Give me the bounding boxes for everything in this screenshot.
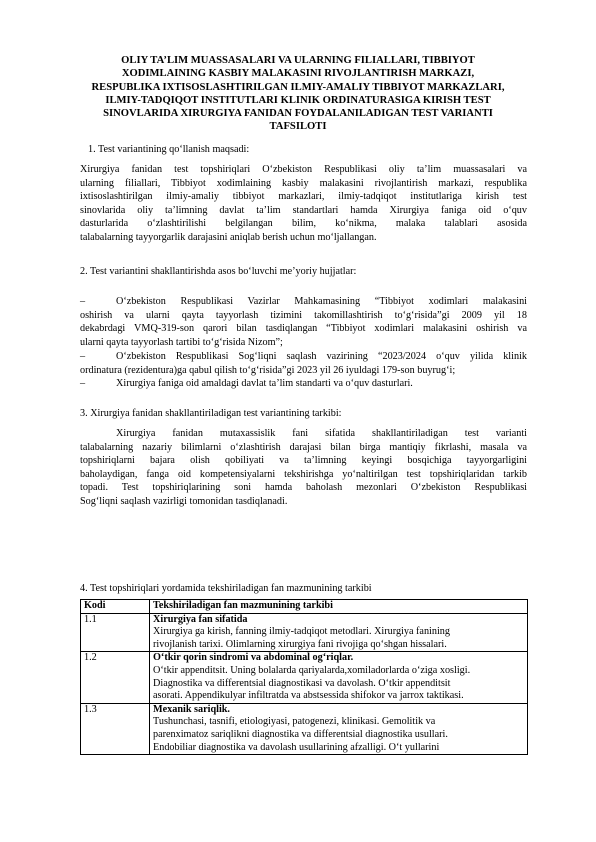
paragraph-line: Sog‘liqni saqlash vazirligi tomonidan tasdiqlanadi. [80, 495, 288, 507]
paragraph-line: Xirurgiya fanidan mutaxassislik fani sifatida shakllantiriladigan test varianti [116, 428, 527, 439]
list-line: ordinatura (rezidentura)ga qabul qilish to‘g‘risida”gi 2023 yil 26 iyuldagi 179-son buyrug‘i; [80, 364, 456, 376]
list-dash: – [80, 296, 86, 307]
row-text-line: Xirurgiya ga kirish, fanning ilmiy-tadqiqot metodlari. Xirurgiya fanining [153, 626, 450, 638]
row-content [150, 613, 528, 652]
row-title: Mexanik sariqlik. [153, 703, 230, 715]
list-line: dekabrdagi VMQ-319-son qarori bilan tasdiqlangan “Tibbiyot xodimlari malakasini oshirish va [80, 323, 527, 335]
table-row [81, 613, 528, 652]
section-1-heading: 1. Test variantining qo‘llanish maqsadi: [88, 144, 250, 155]
list-dash: – [80, 351, 86, 362]
title-line: XODIMLAINING KASBIY MALAKASINI RIVOJLANTIRISH MARKAZI, [121, 68, 475, 80]
section-3-paragraph [80, 427, 527, 509]
row-code: 1.1 [81, 613, 150, 652]
list-dash: – [80, 378, 86, 389]
title-line: SINOVLARIDA XIRURGIYA FANIDAN FOYDALANILADIGAN TEST VARIANTI [103, 108, 493, 120]
document-list-item [80, 377, 527, 391]
paragraph-line: talabalarning tayyorgarlik darajasini aniqlab berish uchun mo‘ljallangan. [80, 231, 377, 243]
row-text-line: parenximatoz sariqlikni diagnostika va differentsial diagnostika usullari. [153, 728, 448, 740]
section-4-heading: 4. Test topshiriqlari yordamida tekshiriladigan fan mazmunining tarkibi [80, 583, 372, 594]
row-text-line: Endobiliar diagnostika va davolash usullarining afzalligi. O‘t yullarini [153, 741, 440, 753]
row-title: O‘tkir qorin sindromi va abdominal og‘riqlar. [153, 652, 354, 664]
document-list-item [80, 295, 527, 349]
section-2-heading: 2. Test variantini shakllantirishda asos bo‘luvchi me’yoriy hujjatlar: [80, 266, 357, 277]
paragraph-line: baholaydigan, fanga oid kompetensiyalarni tekshirishga yo‘naltirilgan test topshiriqlaridan tarkib [80, 468, 527, 480]
table-header-row [81, 600, 528, 614]
paragraph-line: Xirurgiya fanidan test topshiriqlari O‘zbekiston Respublikasi oliy ta’lim muassasalari va [80, 164, 527, 175]
row-text-line: O‘tkir appenditsit. Uning bolalarda qariyalarda,xomiladorlarda o‘ziga xosligi. [153, 664, 471, 676]
row-code: 1.2 [81, 652, 150, 703]
row-title: Xirurgiya fan sifatida [153, 613, 248, 625]
paragraph-line: dasturlarida o‘zlashtirilishi belgilangan bilim, ko‘nikma, malaka talablari asosida [80, 218, 527, 230]
section-3-heading: 3. Xirurgiya fanidan shakllantiriladigan test variantining tarkibi: [80, 408, 342, 419]
list-line: ularni qayta tayyorlash tartibi to‘g‘risida Nizom”; [80, 336, 283, 348]
column-header-code: Kodi [81, 600, 150, 614]
paragraph-line: ularning filiallari, Tibbiyot xodimlaining kasbiy malakasini rivojlantirish markazi, respublika [80, 177, 527, 189]
title-line: TAFSILOTI [269, 121, 327, 133]
list-line: oshirish va ularni qayta tayyorlash tizimini takomillashtirish to‘g‘risida”gi 2009 yil 18 [80, 309, 527, 321]
title-line: OLIY TA’LIM MUASSASALARI VA ULARNING FILIALLARI, TIBBIYOT [121, 55, 475, 66]
row-content [150, 652, 528, 703]
row-text-line: asorati. Appendikulyar infiltratda va abstsessida shifokor va jarrox taktikasi. [153, 690, 464, 702]
content-table [80, 599, 528, 755]
row-code: 1.3 [81, 703, 150, 754]
column-header-content: Tekshiriladigan fan mazmunining tarkibi [150, 600, 528, 614]
paragraph-line: sinovlarida oliy ta’limning davlat ta’lim standartlari hamda Xirurgiya faniga oid o‘quv [80, 204, 527, 216]
row-text-line: rivojlanish tarixi. Olimlarning xirurgiya fani rivojiga qo‘shgan hissalari. [153, 638, 447, 650]
document-list-item [80, 350, 527, 377]
title-line: ILMIY-TADQIQOT INSTITUTLARI KLINIK ORDINATURASIGA KIRISH TEST [105, 94, 491, 106]
list-line: O‘zbekiston Respublikasi Vazirlar Mahkamasining “Tibbiyot xodimlari malakasini [116, 296, 527, 307]
list-line: O‘zbekiston Respublikasi Sog‘liqni saqlash vazirining “2023/2024 o‘quv yilida klinik [116, 351, 527, 362]
paragraph-line: topshiriqlarni bajara olish qobiliyati va ta’limning keyingi bosqichiga tayyorgarligini [80, 455, 527, 467]
section-1-paragraph [80, 163, 527, 245]
row-text-line: Tushunchasi, tasnifi, etiologiyasi, patogenezi, klinikasi. Gemolitik va [153, 716, 436, 728]
table-row [81, 652, 528, 703]
document-title [60, 54, 536, 134]
title-line: RESPUBLIKA IXTISOSLASHTIRILGAN ILMIY-AMALIY TIBBIYOT MARKAZLARI, [91, 81, 505, 93]
paragraph-line: talabalarning nazariy bilimlarni o‘zlashtirish darajasi bilan birga mantiqiy fikrlashi, masala va [80, 441, 527, 453]
row-text-line: Diagnostika va differentsial diagnostikasi va davolash. O‘tkir appenditsit [153, 677, 451, 689]
table-row [81, 703, 528, 754]
paragraph-line: topadi. Test topshiriqlarining soni hamda baholash mezonlari O‘zbekiston Respublikasi [80, 482, 527, 494]
row-content [150, 703, 528, 754]
list-line: Xirurgiya faniga oid amaldagi davlat ta’lim standarti va o‘quv dasturlari. [116, 378, 413, 389]
paragraph-line: ixtisoslashtirilgan ilmiy-amaliy tibbiyot markazlari, ilmiy-tadqiqot institutlariga kirish test [80, 191, 527, 203]
